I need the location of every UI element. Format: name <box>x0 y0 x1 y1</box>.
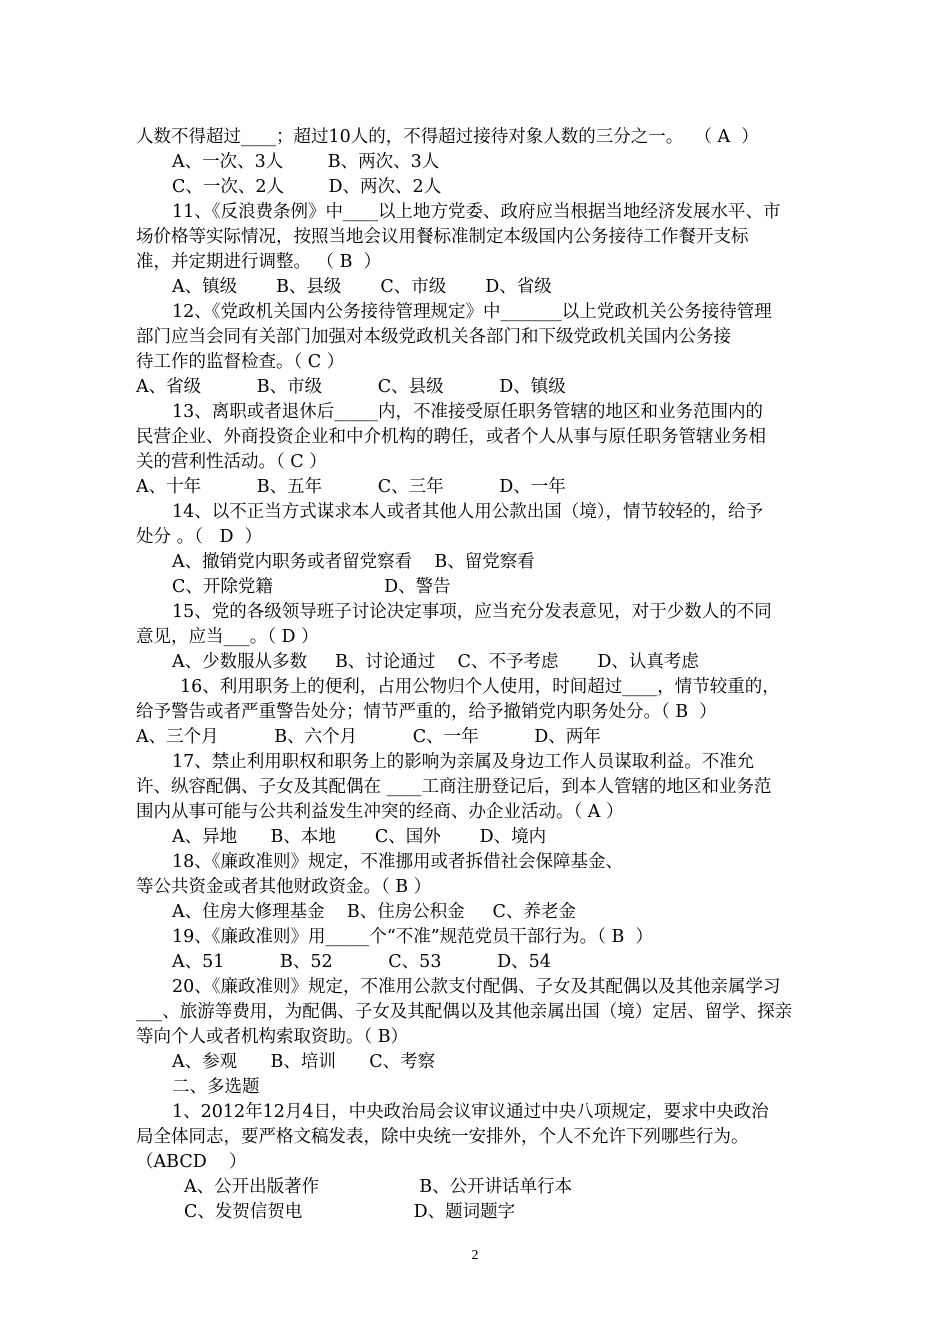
text-line: C、发贺信贺电 D、题词题字 <box>184 1202 516 1222</box>
text-line: 准，并定期进行调整。 （ B ） <box>136 252 382 272</box>
text-line: A、十年 B、五年 C、三年 D、一年 <box>136 477 566 497</box>
text-line: A、异地 B、本地 C、国外 D、境内 <box>172 827 547 847</box>
text-line: A、省级 B、市级 C、县级 D、镇级 <box>136 377 566 397</box>
text-line: 意见，应当___。（ D ） <box>136 627 319 647</box>
text-line: 给予警告或者严重警告处分；情节严重的，给予撤销党内职务处分。（ B ） <box>136 702 717 722</box>
text-line: 场价格等实际情况，按照当地会议用餐标准制定本级国内公务接待工作餐开支标 <box>136 227 749 247</box>
text-line: A、51 B、52 C、53 D、54 <box>172 952 551 972</box>
text-line: C、一次、2人 D、两次、2人 <box>172 177 442 197</box>
text-line: 围内从事可能与公共利益发生冲突的经商、办企业活动。（ A ） <box>136 802 624 822</box>
text-line: A、一次、3人 B、两次、3人 <box>172 152 440 172</box>
section-heading: 二、多选题 <box>172 1077 260 1097</box>
text-line: 15、党的各级领导班子讨论决定事项，应当充分发表意见，对于少数人的不同 <box>172 602 772 622</box>
text-line: 待工作的监督检查。（ C ） <box>136 352 345 372</box>
text-line: 部门应当会同有关部门加强对本级党政机关各部门和下级党政机关国内公务接 <box>136 327 731 347</box>
text-line: ___、旅游等费用，为配偶、子女及其配偶以及其他亲属出国（境）定居、留学、探亲 <box>136 1002 793 1022</box>
page-number: 2 <box>471 1248 479 1263</box>
text-line: 18、《廉政准则》规定，不准挪用或者拆借社会保障基金、 <box>172 852 624 872</box>
text-line: 1、2012年12月4日，中央政治局会议审议通过中央八项规定，要求中央政治 <box>172 1102 769 1122</box>
text-line: A、三个月 B、六个月 C、一年 D、两年 <box>136 727 601 747</box>
text-line: 13、离职或者退休后_____内，不准接受原任职务管辖的地区和业务范围内的 <box>172 402 764 422</box>
text-line: 12、《党政机关国内公务接待管理规定》中_______以上党政机关公务接待管理 <box>172 302 772 322</box>
text-line: 民营企业、外商投资企业和中介机构的聘任，或者个人从事与原任职务管辖业务相 <box>136 427 766 447</box>
text-line: 人数不得超过____；超过10人的，不得超过接待对象人数的三分之一。 （ A ） <box>136 127 759 147</box>
text-line: 16、利用职务上的便利，占用公物归个人使用，时间超过____，情节较重的， <box>180 677 780 697</box>
text-line: 等公共资金或者其他财政资金。（ B ） <box>136 877 432 897</box>
text-line: C、开除党籍 D、警告 <box>172 577 451 597</box>
text-line: A、少数服从多数 B、讨论通过 C、不予考虑 D、认真考虑 <box>172 652 699 672</box>
text-line: 19、《廉政准则》用_____个“不准”规范党员干部行为。（ B ） <box>172 927 653 947</box>
text-line: 处分 。（ D ） <box>136 527 263 547</box>
text-line: 20、《廉政准则》规定，不准用公款支付配偶、子女及其配偶以及其他亲属学习 <box>172 977 781 997</box>
text-line: 许、纵容配偶、子女及其配偶在 ____工商注册登记后，到本人管辖的地区和业务范 <box>136 777 772 797</box>
text-line: （ABCD ） <box>136 1152 247 1172</box>
text-line: A、镇级 B、县级 C、市级 D、省级 <box>172 277 552 297</box>
text-line: A、住房大修理基金 B、住房公积金 C、养老金 <box>172 902 576 922</box>
text-line: A、参观 B、培训 C、考察 <box>172 1052 436 1072</box>
text-line: 关的营利性活动。（ C ） <box>136 452 327 472</box>
text-line: 17、禁止利用职权和职务上的影响为亲属及身边工作人员谋取利益。不准允 <box>172 752 755 772</box>
text-line: A、撤销党内职务或者留党察看 B、留党察看 <box>172 552 535 572</box>
text-line: 14、以不正当方式谋求本人或者其他人用公款出国（境），情节较轻的，给予 <box>172 502 764 522</box>
text-line: 11、《反浪费条例》中____以上地方党委、政府应当根据当地经济发展水平、市 <box>172 202 781 222</box>
text-line: 等向个人或者机构索取资助。（ B） <box>136 1027 409 1047</box>
text-line: 局全体同志，要严格文稿发表，除中央统一安排外，个人不允许下列哪些行为。 <box>136 1127 749 1147</box>
text-line: A、公开出版著作 B、公开讲话单行本 <box>184 1177 573 1197</box>
